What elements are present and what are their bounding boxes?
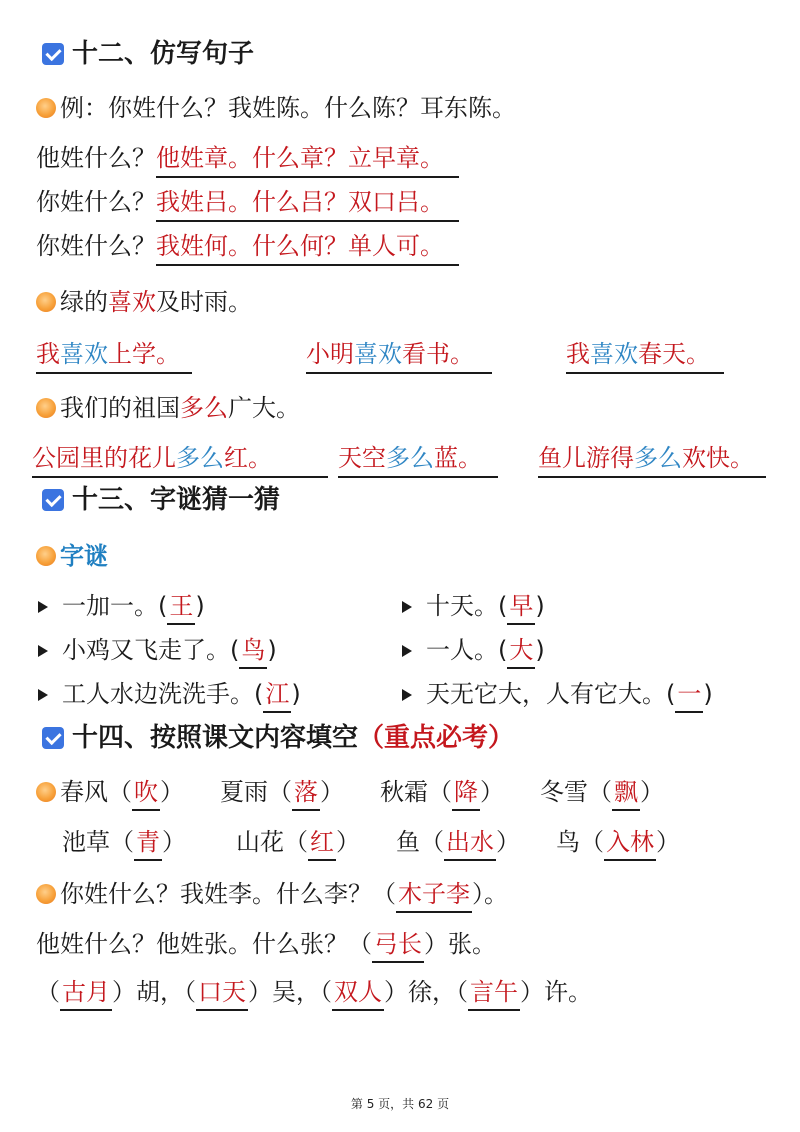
orange-dot-icon [36, 546, 56, 566]
surname-question-3: （古月）胡，（口天）吴，（双人）徐，（言午）许。 [36, 976, 592, 1011]
example-text: 例：你姓什么？我姓陈。什么陈？耳东陈。 [60, 94, 516, 122]
question-text: 张。 [448, 930, 496, 958]
word: 山花 [236, 828, 284, 856]
surname: 胡， [136, 978, 184, 1006]
prompt-xihuan [36, 286, 252, 318]
riddle-answer: 早 [507, 590, 535, 625]
fill-answer: 青 [134, 826, 162, 861]
key-note: （重点必考） [358, 723, 515, 753]
answer-part: 多么 [176, 444, 224, 472]
question-text: 你姓什么？ [36, 188, 156, 216]
surname: 徐， [408, 978, 456, 1006]
answer-part: 春天。 [638, 340, 710, 368]
orange-dot-icon [36, 782, 56, 802]
riddle-left-3: 工人水边洗洗手。(江) [38, 678, 301, 713]
fill-answer: 古月 [60, 976, 112, 1011]
riddle-text: 小鸡又飞走了。 [62, 636, 230, 664]
answer-part: 公园里的花儿 [32, 444, 176, 472]
surname: 吴， [272, 978, 320, 1006]
riddle-text: 天无它大，人有它大。 [426, 680, 666, 708]
prompt-duome [36, 392, 300, 424]
answer-text: 我姓何。什么何？单人可。 [156, 232, 444, 260]
answer-part: 蓝。 [434, 444, 482, 472]
fill-row-2-c: 鱼（出水） [396, 826, 520, 861]
answer-part: 喜欢 [60, 340, 108, 368]
fill-answer: 红 [308, 826, 336, 861]
triangle-bullet-icon [402, 645, 412, 657]
fill-answer: 飘 [612, 776, 640, 811]
word: 池草 [62, 828, 110, 856]
prompt-text: 绿的 [60, 288, 108, 316]
orange-dot-icon [36, 884, 56, 904]
answer-duome-2 [338, 442, 498, 478]
answer-part: 看书。 [402, 340, 474, 368]
fill-answer: 落 [292, 776, 320, 811]
question-text: 他姓什么？ [36, 144, 156, 172]
highlight-word: 多么 [180, 394, 228, 422]
answer-text: 他姓章。什么章？立早章。 [156, 144, 444, 172]
imitation-line-3 [36, 230, 459, 266]
example-line [36, 92, 516, 124]
riddle-answer: 鸟 [239, 634, 267, 669]
word: 鸟 [556, 828, 580, 856]
riddle-right-3: 天无它大，人有它大。(一) [402, 678, 713, 713]
orange-dot-icon [36, 292, 56, 312]
riddle-text: 工人水边洗洗手。 [62, 680, 254, 708]
prompt-text: 广大。 [228, 394, 300, 422]
prompt-text: 我们的祖国 [60, 394, 180, 422]
fill-row-1-d: 冬雪（飘） [540, 776, 664, 811]
fill-row-2-d: 鸟（入林） [556, 826, 680, 861]
answer-xihuan-1 [36, 338, 192, 374]
triangle-bullet-icon [38, 689, 48, 701]
fill-row-2-b: 山花（红） [236, 826, 360, 861]
section-14-title [42, 722, 514, 754]
section-13-title [42, 484, 280, 516]
subtitle-text: 字谜 [60, 542, 108, 570]
question-text: 你姓什么？ [36, 232, 156, 260]
answer-part: 鱼儿游得 [538, 444, 634, 472]
fill-row-1: 春风（吹） [36, 776, 184, 811]
fill-answer: 入林 [604, 826, 656, 861]
question-text: 你姓什么？我姓李。什么李？ [60, 880, 372, 908]
word: 秋霜 [380, 778, 428, 806]
fill-answer: 双人 [332, 976, 384, 1011]
imitation-line-2 [36, 186, 459, 222]
orange-dot-icon [36, 398, 56, 418]
answer-part: 我 [36, 340, 60, 368]
triangle-bullet-icon [402, 601, 412, 613]
riddle-text: 一加一。 [62, 592, 158, 620]
section-title-text: 十二、仿写句子 [72, 39, 255, 69]
prompt-text: 及时雨。 [156, 288, 252, 316]
riddle-right-1: 十天。(早) [402, 590, 545, 625]
riddle-left-1: 一加一。(王) [38, 590, 205, 625]
riddle-answer: 大 [507, 634, 535, 669]
surname-question-1: 你姓什么？我姓李。什么李？（木子李）。 [36, 878, 508, 913]
checkbox-icon [42, 727, 64, 749]
section-title-text: 十三、字谜猜一猜 [72, 485, 281, 515]
word: 夏雨 [220, 778, 268, 806]
section-12-title [42, 38, 254, 70]
answer-part: 红。 [224, 444, 272, 472]
fill-row-1-c: 秋霜（降） [380, 776, 504, 811]
fill-answer: 弓长 [372, 928, 424, 963]
checkbox-icon [42, 489, 64, 511]
riddle-right-2: 一人。(大) [402, 634, 545, 669]
fill-row-2-a: 池草（青） [62, 826, 186, 861]
answer-duome-1 [32, 442, 328, 478]
answer-part: 小明 [306, 340, 354, 368]
fill-row-1-b: 夏雨（落） [220, 776, 344, 811]
orange-dot-icon [36, 98, 56, 118]
fill-answer: 言午 [468, 976, 520, 1011]
word: 鱼 [396, 828, 420, 856]
riddle-answer: 江 [263, 678, 291, 713]
word: 春风 [60, 778, 108, 806]
fill-answer: 吹 [132, 776, 160, 811]
triangle-bullet-icon [402, 689, 412, 701]
question-text: 他姓什么？他姓张。什么张？ [36, 930, 348, 958]
section-title-text: 十四、按照课文内容填空 [72, 723, 359, 753]
answer-xihuan-2 [306, 338, 492, 374]
answer-xihuan-3 [566, 338, 724, 374]
riddle-answer: 一 [675, 678, 703, 713]
answer-part: 喜欢 [590, 340, 638, 368]
question-text: 。 [484, 880, 508, 908]
fill-answer: 出水 [444, 826, 496, 861]
answer-part: 多么 [386, 444, 434, 472]
answer-part: 多么 [634, 444, 682, 472]
triangle-bullet-icon [38, 645, 48, 657]
riddle-subtitle [36, 540, 108, 572]
surname-question-2: 他姓什么？他姓张。什么张？（弓长）张。 [36, 928, 496, 963]
surname: 许。 [544, 978, 592, 1006]
answer-part: 欢快。 [682, 444, 754, 472]
highlight-word: 喜欢 [108, 288, 156, 316]
fill-answer: 木子李 [396, 878, 472, 913]
riddle-text: 十天。 [426, 592, 498, 620]
triangle-bullet-icon [38, 601, 48, 613]
page-footer: 第 5 页，共 62 页 [350, 1097, 450, 1111]
fill-answer: 口天 [196, 976, 248, 1011]
word: 冬雪 [540, 778, 588, 806]
answer-part: 上学。 [108, 340, 180, 368]
answer-part: 喜欢 [354, 340, 402, 368]
answer-part: 天空 [338, 444, 386, 472]
answer-duome-3 [538, 442, 766, 478]
imitation-line-1 [36, 142, 459, 178]
riddle-left-2: 小鸡又飞走了。(鸟) [38, 634, 277, 669]
riddle-text: 一人。 [426, 636, 498, 664]
fill-answer: 降 [452, 776, 480, 811]
riddle-answer: 王 [167, 590, 195, 625]
checkbox-icon [42, 43, 64, 65]
answer-part: 我 [566, 340, 590, 368]
answer-text: 我姓吕。什么吕？双口吕。 [156, 188, 444, 216]
